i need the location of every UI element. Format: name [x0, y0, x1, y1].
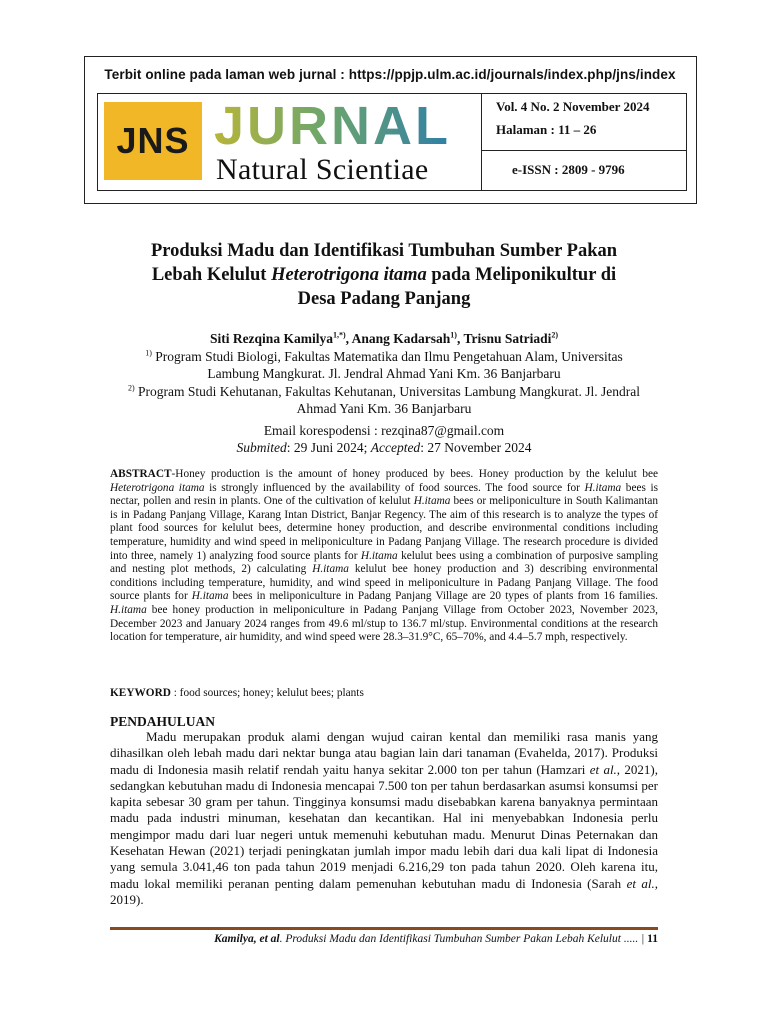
- title-line-2: Lebah Kelulut Heterotrigona itama pada Meliponikultur di: [151, 265, 617, 285]
- keywords: KEYWORD : food sources; honey; kelulut bees; plants: [110, 687, 364, 699]
- author-names: Siti Rezqina Kamilya$^{1,*)}$, Anang Kadarsah$^{1)}$, Trisnu Satriadi$^{2)}$: [209, 330, 559, 346]
- title-line-3: Desa Padang Panjang: [297, 289, 471, 309]
- dates: Submited: 29 Juni 2024; Accepted: 27 November 2024: [236, 440, 532, 455]
- author-block: [120, 330, 648, 418]
- abstract: ABSTRACT-Honey production is the amount of honey produced by bees. Honey production by the kelulut bee Heterotrigona itama is strongly influenced by the availability of food sources. The food source for H.itama bees is nectar, pollen and resin in plants. One of the cultivation of kelulut H.itama bees or meliponiculture in South Kalimantan is in Padang Panjang Village, Karang Intan District, Banjar Regency. The aim of this research is to analyze the types of plant food sources for kelulut bees, determine honey production, and describe environmental conditions including temperature, humidity and wind speed in meliponiculture in Padang Panjang Village. The research procedure is divided into three, namely 1) analyzing food source plants for H.itama kelulut bees using a combination of purposive sampling and nesting plot methods, 2) calculating H.itama kelulut bee honey production and 3) describing environmental conditions including temperature, humidity, and wind speed in meliponiculture in Padang Panjang Village. The food source plants for H.itama bees in meliponiculture in Padang Panjang Village are 20 types of plants from 16 families. H.itama bee honey production in meliponiculture in Padang Panjang Village from October 2023, November 2023, December 2023 and January 2024 ranges from 49.6 ml/stup to 136.7 ml/stup. Environmental conditions at the research location for temperature, air humidity, and wind speed were 28.3–31.9°C, 65–70%, and 4.4–5.7 mph, respectively.: [110, 468, 659, 644]
- affiliation-1: $^{1)}$ Program Studi Biologi, Fakultas Matematika dan Ilmu Pengetahuan Alam, Universitas Lambung Mangkurat. Jl. Jendral Ahmad Yani Km. 36 Banjarbaru: [145, 348, 623, 381]
- running-footer: Kamilya, et al. Produksi Madu dan Identifikasi Tumbuhan Sumber Pakan Lebah Kelulut ..... | 11: [214, 933, 658, 945]
- logo-journal-name: Natural Scientiae: [216, 153, 429, 186]
- page-range: Halaman : 11 – 26: [496, 122, 597, 137]
- meta-divider: [482, 150, 686, 151]
- volume-info: Vol. 4 No. 2 November 2024: [496, 99, 650, 114]
- journal-logo: [97, 93, 481, 191]
- species-name: Heterotrigona itama: [271, 265, 427, 285]
- footer-rule: [110, 927, 658, 930]
- logo-jurnal-word: JURNAL: [214, 96, 452, 156]
- jns-badge: JNS: [104, 102, 202, 180]
- keyword-label: KEYWORD: [110, 687, 171, 699]
- title-line-1: Produksi Madu dan Identifikasi Tumbuhan Sumber Pakan: [150, 241, 618, 261]
- intro-paragraph: Madu merupakan produk alami dengan wujud cairan kental dan memiliki rasa manis yang dihasilkan oleh lebah madu dari nektar bunga atau bagian lain dari tanaman (Evahelda, 2017). Produksi madu di Indonesia masih relatif rendah yaitu hanya sekitar 2.000 ton per tahun (Hamzari et al., 2021), sedangkan kebutuhan madu di Indonesia mencapai 7.500 ton per tahun berdasarkan asumsi konsumsi per kapita sebesar 30 gram per tahun. Tingginya konsumsi madu disebabkan karena banyaknya permintaan madu pada industri minuman, kesehatan dan kecantikan. Hal ini menyebabkan Indonesia perlu mengimpor madu dari luar negeri untuk memenuhi kebutuhan madu. Menurut Dinas Peternakan dan Kesehatan Hewan (2021) terjadi peningkatan jumlah impor madu lebih dari dua kali lipat di Indonesia yang semula 3.041,46 ton pada tahun 2019 menjadi 6.216,29 ton pada tahun 2020. Oleh karena itu, madu lokal memiliki peranan penting dalam pemenuhan kebutuhan madu di Indonesia (Sarah et al., 2019).: [110, 729, 658, 907]
- page-number: 11: [647, 933, 658, 945]
- eissn: e-ISSN : 2809 - 9796: [512, 162, 625, 177]
- section-heading: PENDAHULUAN: [110, 714, 216, 729]
- journal-header: [84, 56, 697, 204]
- journal-meta: [481, 93, 687, 191]
- abstract-label: ABSTRACT: [110, 468, 172, 480]
- correspondence: [120, 422, 648, 456]
- email[interactable]: Email korespodensi : rezqina87@gmail.com: [263, 423, 505, 438]
- affiliation-2: $^{2)}$ Program Studi Kehutanan, Fakultas Kehutanan, Universitas Lambung Mangkurat. Jl. Jendral Ahmad Yani Km. 36 Banjarbaru: [127, 383, 641, 416]
- article-title: [100, 239, 668, 311]
- journal-url[interactable]: Terbit online pada laman web jurnal : https://ppjp.ulm.ac.id/journals/index.php/jns/index: [104, 67, 676, 82]
